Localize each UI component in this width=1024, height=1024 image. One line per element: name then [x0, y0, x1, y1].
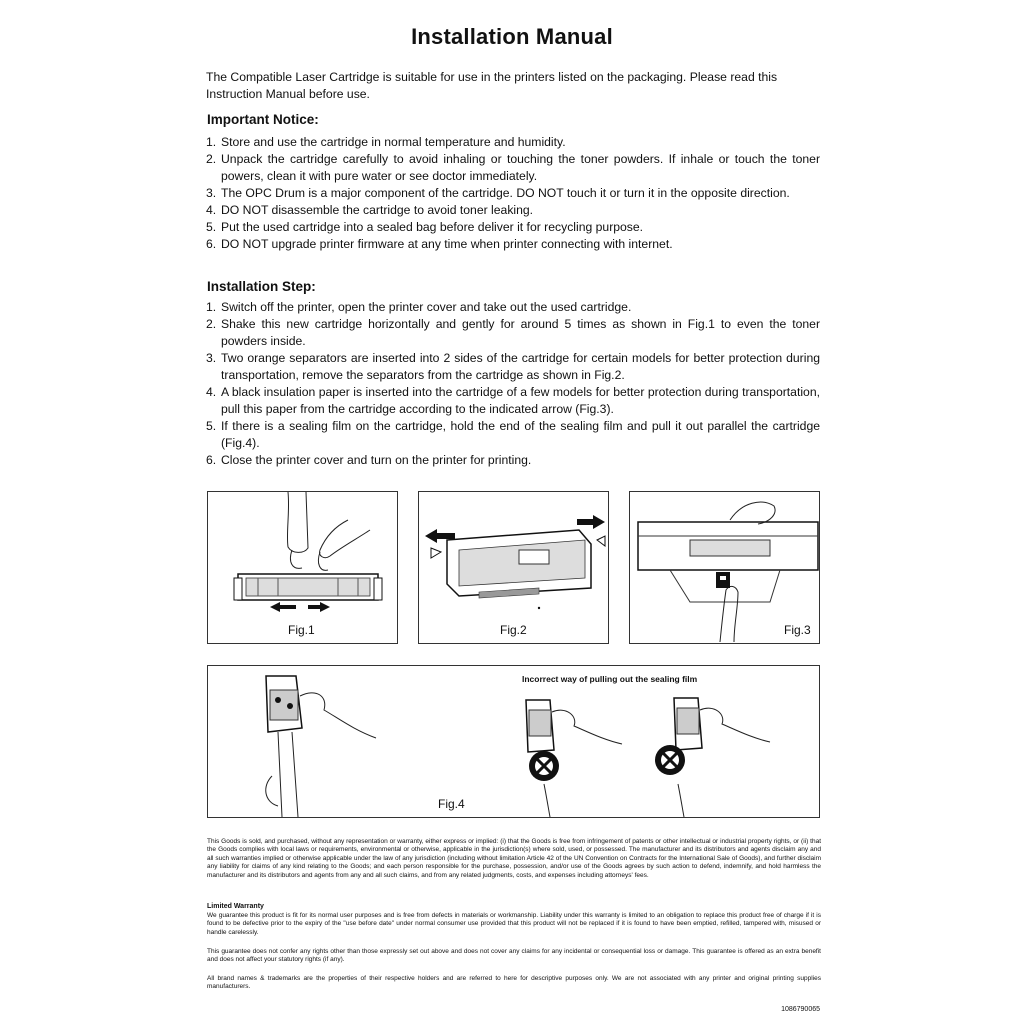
- rights-text: This guarantee does not confer any rights other than those expressly set out above and does not cover any claims for any incidental or consequential loss or damage. This guarantee is offered as an extra benefit and does not affect your statutory rights (if any).: [207, 948, 821, 964]
- correct-pull-sketch: [266, 676, 376, 817]
- notice-text: Store and use the cartridge in normal temperature and humidity.: [221, 135, 566, 149]
- shake-arrows: [270, 602, 330, 612]
- notice-list: [206, 134, 820, 253]
- step-item: [206, 316, 820, 350]
- step-text: If there is a sealing film on the cartridge, hold the end of the sealing film and pull it out parallel the cartridge (Fig.4).: [221, 419, 820, 450]
- top-hand-sketch: [730, 502, 775, 524]
- notice-number: 5.: [206, 220, 217, 234]
- notice-item: [206, 151, 820, 185]
- figure-caption: Fig.2: [500, 623, 527, 637]
- right-arm-sketch: [320, 520, 370, 558]
- step-number: 5.: [206, 419, 217, 433]
- arrow-right-icon: [577, 515, 605, 529]
- step-item: [206, 418, 820, 452]
- warranty-text: We guarantee this product is fit for its normal user purposes and is free from defects in materials or workmanship. Liability under this warranty is limited to an obligation to replace this product free of charge if it is found to be defective prior to the expiry of the "use before date" under normal consumer use provided that this product will not be replaced if it is found to have been emptied, refilled, tampered with, misused or handle carelessly.: [207, 912, 821, 936]
- cartridge-sketch: [431, 530, 605, 598]
- notice-text: The OPC Drum is a major component of the cartridge. DO NOT touch it or turn it in the opposite direction.: [221, 186, 790, 200]
- pull-insulation-paper-illustration: [630, 492, 819, 643]
- step-text: Close the printer cover and turn on the printer for printing.: [221, 453, 532, 467]
- step-item: [206, 384, 820, 418]
- disclaimer-text: This Goods is sold, and purchased, without any representation or warranty, either express or implied: (i) that the Goods is free from infringement of patents or other intellectual or industrial property rights, or (ii) that the Goods complies with local laws or requirements, environmental or otherwise, applicable in the jurisdiction(s) where sold, used, or possessed. The manufacturer and its distributors and agents disclaim any and all such warranties implied or otherwise applicable under the law of any jurisdiction (including without limitation Article 42 of the UN Convention on Contracts for the International Sale of Goods), and further disclaim any liability for claims of any kind relating to the Goods; and each person responsible for the purchase, possession, and/or use of the Goods agrees by such action to defend, indemnify, and hold harmless the manufacturer and its distributors and agents from any and all such claims, and from any related judgments, costs, and expenses including attorneys' fees.: [207, 838, 821, 879]
- figure-caption: Fig.4: [438, 797, 465, 811]
- steps-heading: Installation Step:: [207, 279, 316, 294]
- incorrect-pull-sketch-2: [674, 698, 770, 817]
- notice-number: 1.: [206, 135, 217, 149]
- step-number: 2.: [206, 317, 217, 331]
- figure-caption: Fig.1: [288, 623, 315, 637]
- notice-item: [206, 185, 820, 202]
- notice-number: 2.: [206, 152, 217, 166]
- figure-4: [207, 665, 820, 818]
- figure-2: [418, 491, 609, 644]
- notice-number: 6.: [206, 237, 217, 251]
- step-text: Shake this new cartridge horizontally and gently for around 5 times as shown in Fig.1 to even the toner powders inside.: [221, 317, 820, 348]
- notice-item: [206, 134, 820, 151]
- notice-number: 3.: [206, 186, 217, 200]
- step-number: 6.: [206, 453, 217, 467]
- no-symbol-icon: [655, 745, 685, 775]
- notice-item: [206, 236, 820, 253]
- step-text: A black insulation paper is inserted into the cartridge of a few models for better protection during transportation, pull this paper from the cartridge according to the indicated arrow (Fig.3).: [221, 385, 820, 416]
- notice-text: Unpack the cartridge carefully to avoid inhaling or touching the toner powders. If inhale or touch the toner powers, clean it with pure water or see doctor immediately.: [221, 152, 820, 183]
- step-number: 4.: [206, 385, 217, 399]
- notice-text: DO NOT upgrade printer firmware at any time when printer connecting with internet.: [221, 237, 673, 251]
- intro-paragraph: The Compatible Laser Cartridge is suitable for use in the printers listed on the packaging. Please read this Instruction Manual before use.: [206, 70, 778, 101]
- step-number: 3.: [206, 351, 217, 365]
- product-code: 1086790065: [781, 1006, 820, 1013]
- page-title: Installation Manual: [411, 24, 613, 49]
- notice-number: 4.: [206, 203, 217, 217]
- notice-text: Put the used cartridge into a sealed bag before deliver it for recycling purpose.: [221, 220, 644, 234]
- arrow-left-icon: [270, 602, 296, 612]
- arrow-right-icon: [308, 602, 330, 612]
- figure-3: [629, 491, 820, 644]
- no-symbol-icon: [529, 751, 559, 781]
- left-arm-sketch: [287, 492, 308, 552]
- figure-4-note: Incorrect way of pulling out the sealing film: [522, 674, 698, 684]
- trademarks-text: All brand names & trademarks are the properties of their respective holders and are referred to here for descriptive purposes only. We are not associated with any printer and original printing supplies manufacturers.: [207, 975, 821, 991]
- figure-1: [207, 491, 398, 644]
- figure-caption: Fig.3: [784, 623, 811, 637]
- remove-separators-illustration: [419, 492, 608, 643]
- notice-item: [206, 202, 820, 219]
- sealing-film-illustration: [208, 666, 819, 817]
- shake-cartridge-illustration: [208, 492, 397, 643]
- steps-list: [206, 299, 820, 469]
- warranty-heading: Limited Warranty: [207, 903, 264, 910]
- notice-heading: Important Notice:: [207, 112, 319, 127]
- cartridge-sketch: [638, 522, 818, 602]
- step-text: Two orange separators are inserted into 2 sides of the cartridge for certain models for better protection during transportation, remove the separators from the cartridge as shown in Fig.2.: [221, 351, 820, 382]
- step-item: [206, 452, 820, 469]
- step-text: Switch off the printer, open the printer cover and take out the used cartridge.: [221, 300, 632, 314]
- notice-text: DO NOT disassemble the cartridge to avoid toner leaking.: [221, 203, 534, 217]
- step-item: [206, 350, 820, 384]
- cartridge-sketch: [234, 574, 382, 600]
- step-number: 1.: [206, 300, 217, 314]
- notice-item: [206, 219, 820, 236]
- bottom-hand-sketch: [720, 586, 738, 642]
- step-item: [206, 299, 820, 316]
